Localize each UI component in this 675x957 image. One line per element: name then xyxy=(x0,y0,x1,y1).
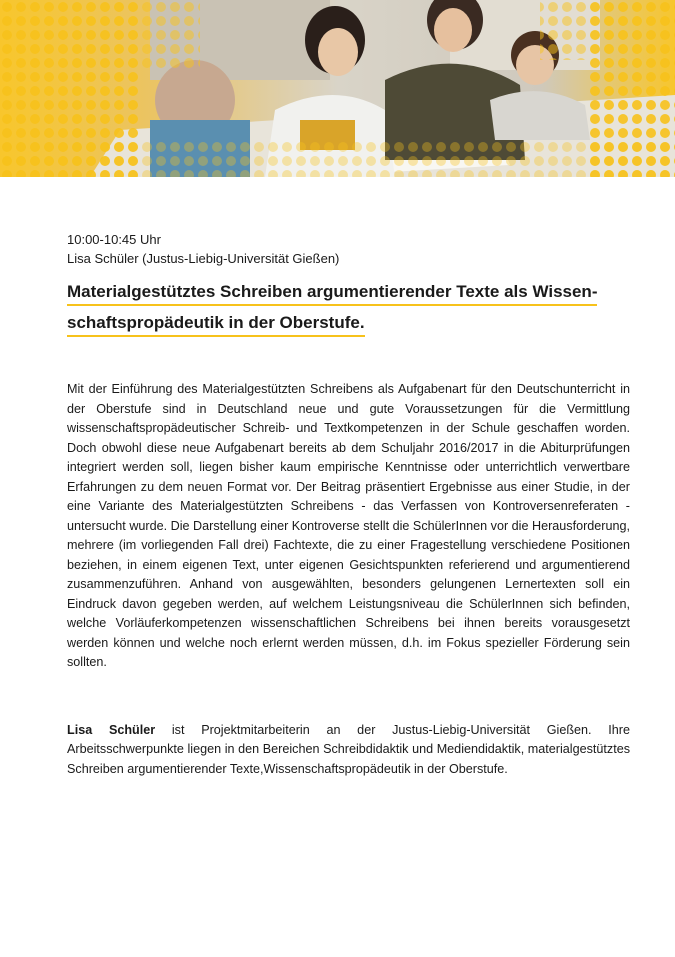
session-time: 10:00-10:45 Uhr xyxy=(67,232,161,247)
session-title-line-1: Materialgestütztes Schreiben argumentierender Texte als Wissen- xyxy=(67,281,597,306)
classroom-photo-icon xyxy=(0,0,675,177)
session-title-line-2: schaftspropädeutik in der Oberstufe. xyxy=(67,312,365,337)
bio-text: ist Projektmitarbeiterin an der Justus-Liebig-Universität Gießen. Ihre Arbeitsschwerpunkte liegen in den Bereichen Schreibdidaktik und Mediendidaktik, materialgestütztes Schreiben argumentierender Texte,Wissenschaftspropädeutik in der Oberstufe. xyxy=(67,722,630,776)
bio-name: Lisa Schüler xyxy=(67,722,156,737)
session-abstract: Mit der Einführung des Materialgestützten Schreibens als Aufgabenart für den Deutschunterricht in der Oberstufe sind in Deutschland neue und gute Voraussetzungen für die Vermittlung wissenschaftspropädeutischer Schreib- und Textkompetenzen in der Schule geschaffen worden. Doch obwohl diese neue Aufgabenart bereits ab dem Schuljahr 2016/2017 in die Abiturprüfungen integriert werden soll, liegen bisher kaum empirische Kenntnisse oder unterrichtlich verwertbare Erfahrungen zu dem neuen Format vor. Der Beitrag präsentiert Ergebnisse aus einer Studie, in der eine Variante des Materialgestützten Schreibens - das Verfassen von Kontroversenreferaten - untersucht wurde. Die Darstellung einer Kontroverse stellt die SchülerInnen vor die Herausforderung, mehrere (im vorliegenden Fall drei) Fachtexte, die zu einer Fragestellung verschiedene Positionen beziehen, in einem eigenen Text, unter eigenen Gesichtspunkten referierend und argumentierend zusammenzuführen. Anhand von ausgewählten, besonders gelungenen Lernertexten soll ein Eindruck davon gegeben werden, auf welchem Leistungsniveau die SchülerInnen sich befinden, welche Vorläuferkompetenzen wissenschaftlichen Schreibens bei ihnen bereits vorausgesetzt werden können und welche noch erlernt werden müssen, d.h. im Fokus spezieller Förderung sein sollten. xyxy=(67,382,630,669)
session-content xyxy=(67,230,630,779)
session-title xyxy=(67,278,630,340)
speaker-bio xyxy=(67,721,630,780)
session-speaker: Lisa Schüler (Justus-Liebig-Universität Gießen) xyxy=(67,251,340,266)
header-photo-banner xyxy=(0,0,675,177)
